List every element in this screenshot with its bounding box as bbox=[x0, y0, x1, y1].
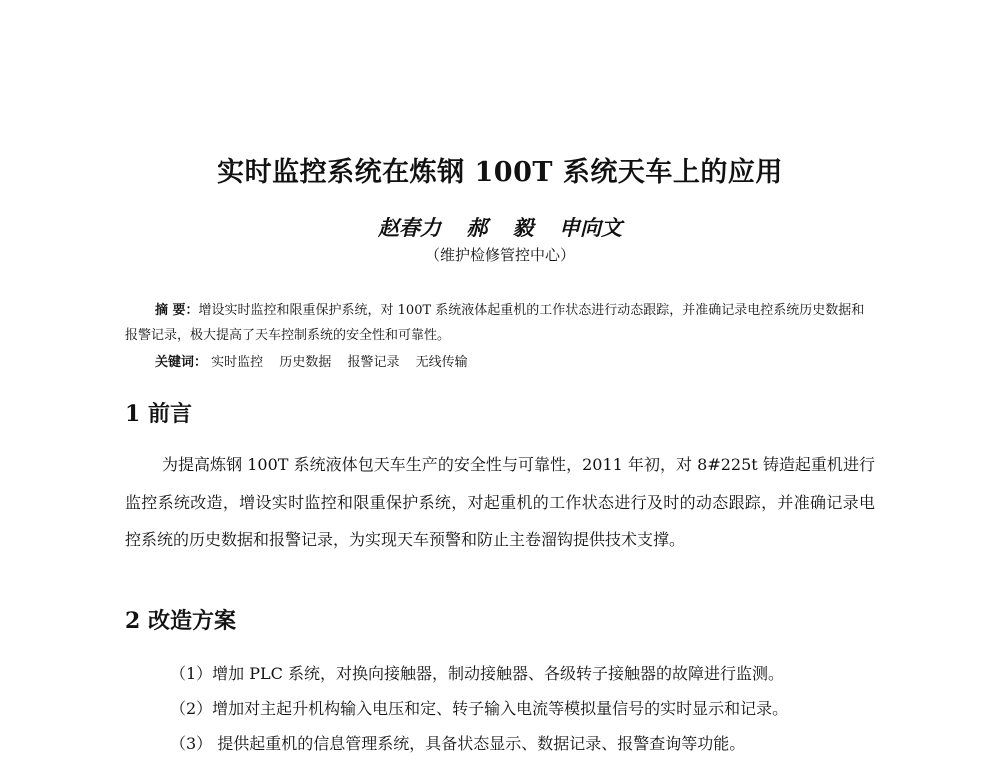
keyword: 无线传输 bbox=[415, 355, 468, 370]
abstract bbox=[125, 298, 875, 348]
list-item: （1）增加 PLC 系统，对换向接触器，制动接触器、各级转子接触器的故障进行监测。 bbox=[170, 664, 784, 683]
section-heading-preface: 1 前言 bbox=[125, 401, 192, 427]
author-name: 申向文 bbox=[558, 215, 622, 240]
author-name: 郝 毅 bbox=[466, 215, 534, 240]
plan-list bbox=[170, 656, 890, 761]
abstract-text: 增设实时监控和限重保护系统，对 100T 系统液体起重机的工作状态进行动态跟踪，并准确记录电控系统历史数据和报警记录，极大提高了天车控制系统的安全性和可靠性。 bbox=[125, 303, 865, 343]
preface-paragraph: 为提高炼钢 100T 系统液体包天车生产的安全性与可靠性，2011 年初，对 8#225t 铸造起重机进行监控系统改造，增设实时监控和限重保护系统，对起重机的工作状态进行及时的动态跟踪，并准确记录电控系统的历史数据和报警记录，为实现天车预警和防止主卷溜钩提供技术支撑。 bbox=[125, 455, 875, 549]
list-item: （3） 提供起重机的信息管理系统，具备状态显示、数据记录、报警查询等功能。 bbox=[170, 734, 746, 753]
keyword: 历史数据 bbox=[279, 355, 332, 370]
keywords bbox=[155, 352, 480, 374]
author-name: 赵春力 bbox=[378, 215, 442, 240]
list-item: （2）增加对主起升机构输入电压和定、转子输入电流等模拟量信号的实时显示和记录。 bbox=[170, 699, 789, 718]
keyword: 实时监控 bbox=[211, 355, 264, 370]
keywords-label: 关键词： bbox=[155, 355, 208, 370]
paper-title: 实时监控系统在炼钢 100T 系统天车上的应用 bbox=[217, 157, 783, 188]
section-heading-plan: 2 改造方案 bbox=[125, 608, 236, 634]
abstract-label: 摘 要： bbox=[155, 303, 199, 318]
author-list bbox=[0, 212, 1000, 242]
author-affiliation: （维护检修管控中心） bbox=[424, 246, 575, 264]
keyword: 报警记录 bbox=[347, 355, 400, 370]
